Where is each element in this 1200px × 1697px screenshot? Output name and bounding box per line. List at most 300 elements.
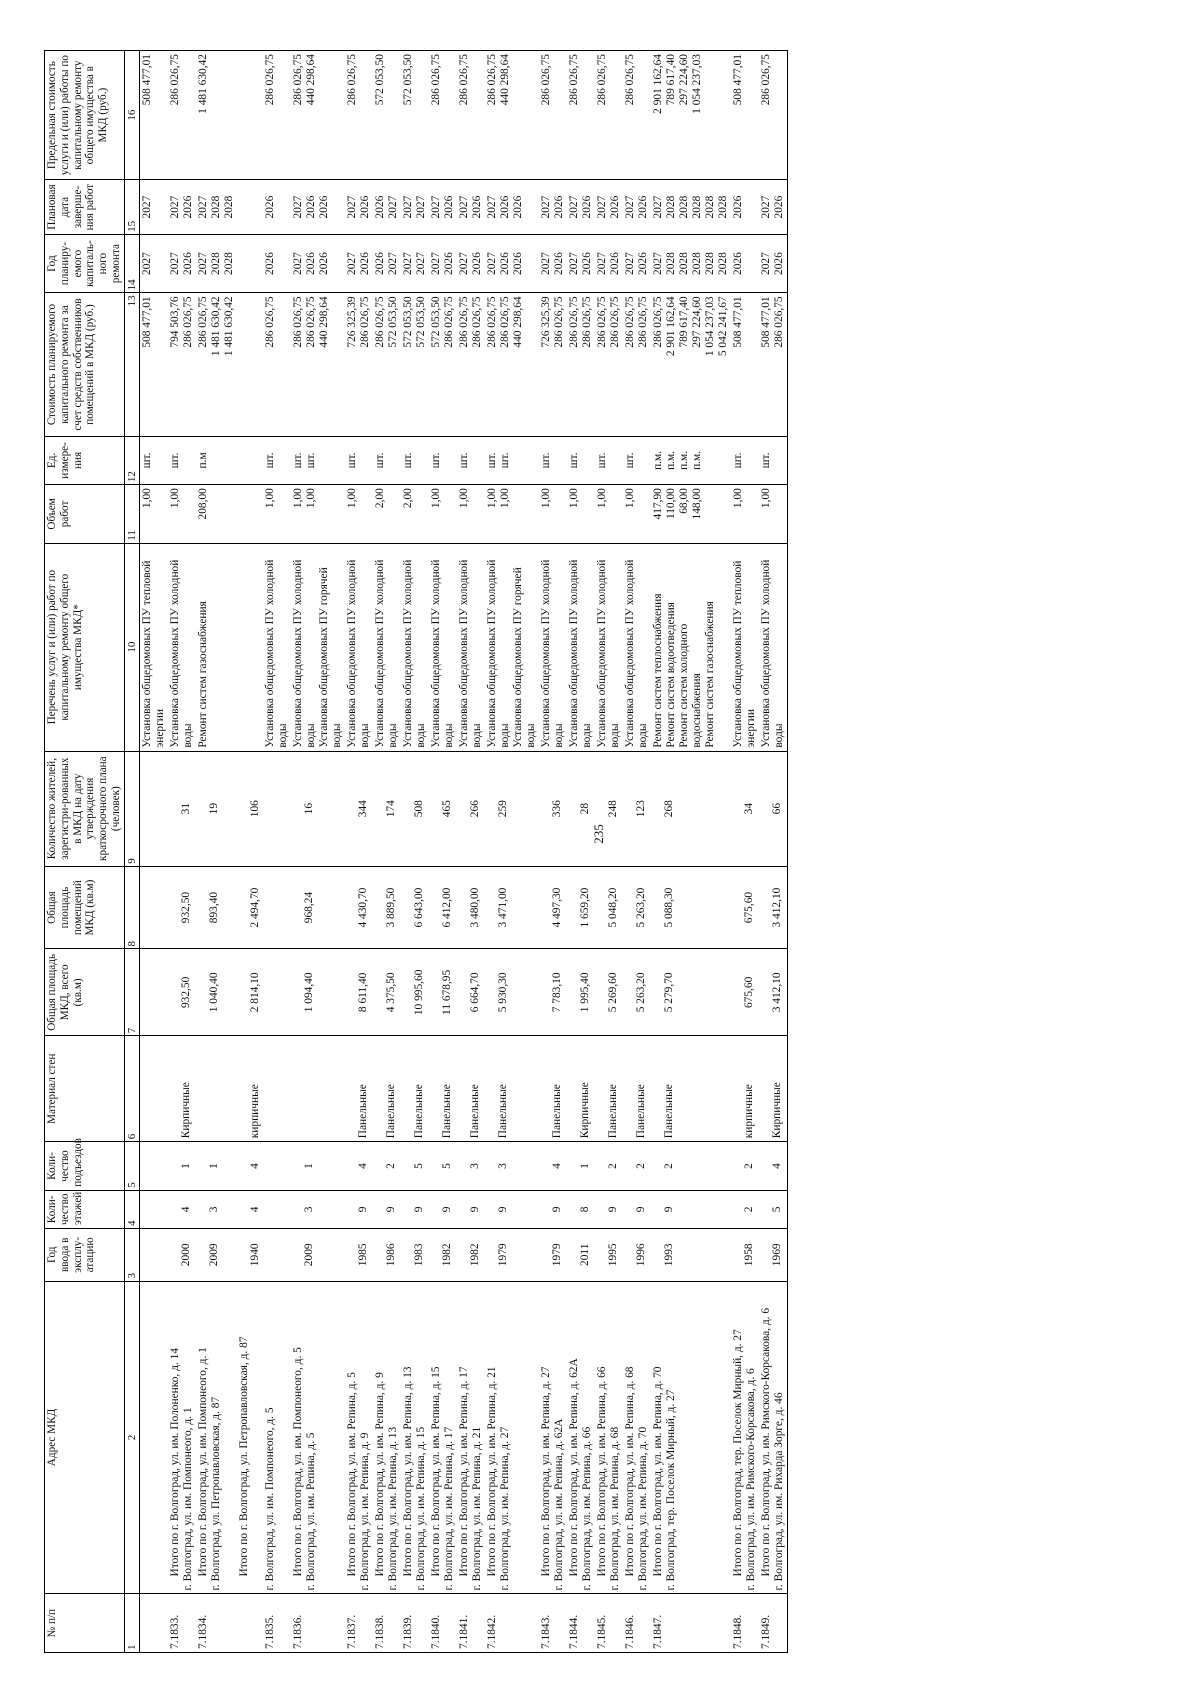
floors: 5	[771, 1206, 784, 1213]
row-number-text: 7.1834.	[197, 1614, 210, 1649]
row-number	[623, 1594, 651, 1653]
row-number-text: 7.1843.	[540, 1614, 553, 1649]
year-built: 2000	[180, 1243, 193, 1267]
header-cell: Объем работ	[45, 485, 125, 544]
entrances: 4	[357, 1163, 370, 1169]
column-number: 16	[124, 51, 140, 180]
works-item: Установка общедомовых ПУ холодной воды	[169, 559, 195, 748]
area-rooms: 5 048,20	[607, 887, 620, 928]
residents-count: 16	[303, 802, 316, 815]
table-row	[373, 51, 401, 1653]
year-built: 2011	[579, 1243, 592, 1266]
limit-cost-cell	[401, 51, 429, 180]
limit-cost-cell	[263, 51, 291, 180]
cost-item: 572 053,50	[415, 296, 428, 348]
date-end-item: 2027	[141, 195, 154, 219]
unit-item: шт.	[458, 452, 471, 469]
unit-cell	[623, 436, 651, 484]
unit-item: шт.	[374, 452, 387, 469]
limit-cost-item: 789 617,40	[665, 54, 678, 106]
year-repair-item: 2026	[264, 252, 277, 275]
address-cell	[373, 1281, 401, 1594]
entrances: 5	[413, 1163, 426, 1169]
volume-item: 208,00	[197, 488, 210, 520]
total-line: Итого по г. Волгоград, ул. им. Репина, д. 66	[596, 1366, 609, 1577]
header-cell: Материал стен	[45, 1036, 125, 1142]
year-repair-item: 2028	[691, 252, 704, 275]
unit-item: шт.	[346, 452, 359, 469]
volume-cell	[140, 485, 169, 544]
area-rooms-cell	[429, 866, 457, 949]
wall-material-cell	[731, 1036, 759, 1142]
limit-cost-item: 286 026,75	[346, 54, 359, 106]
entrances-cell	[651, 1142, 731, 1190]
cost-item: 286 026,75	[499, 296, 512, 348]
area-rooms-cell	[595, 866, 623, 949]
row-number	[457, 1594, 485, 1653]
wall-material: Панельные	[469, 1084, 482, 1139]
date-end-cell	[345, 180, 373, 235]
cost-item: 286 026,75	[596, 296, 609, 348]
year-repair-item: 2026	[499, 252, 512, 275]
address-cell	[759, 1281, 788, 1594]
floors-cell	[373, 1190, 401, 1228]
row-number	[263, 1594, 291, 1653]
area-rooms: 5 088,30	[663, 887, 676, 928]
cost-item: 1 054 237,03	[704, 296, 717, 357]
unit-cell	[196, 436, 237, 484]
limit-cost-cell	[196, 51, 237, 180]
cost-item: 1 481 630,42	[223, 296, 236, 357]
entrances: 4	[771, 1163, 784, 1169]
residents-count: 259	[497, 800, 510, 818]
works-cell	[140, 543, 169, 751]
year-built: 2009	[303, 1243, 316, 1267]
cost-item: 286 026,75	[292, 296, 305, 348]
year-repair-item: 2027	[415, 252, 428, 275]
cost-cell	[623, 293, 651, 436]
entrances-cell	[196, 1142, 237, 1190]
residents-count-cell	[373, 751, 401, 866]
works-item: Ремонт систем теплоснабжения	[652, 593, 665, 748]
address-cell	[168, 1281, 196, 1594]
date-end-cell	[401, 180, 429, 235]
entrances: 1	[180, 1163, 193, 1169]
wall-material-cell	[140, 1036, 169, 1142]
area-rooms-cell	[263, 866, 291, 949]
limit-cost-cell	[759, 51, 788, 180]
cost-item: 5 042 241,67	[717, 296, 730, 357]
year-repair-item: 2028	[704, 252, 717, 275]
row-number	[196, 1594, 237, 1653]
volume-cell	[345, 485, 373, 544]
residents-count: 106	[249, 800, 262, 818]
residents-count-cell	[595, 751, 623, 866]
works-item: Установка общедомовых ПУ холодной воды	[264, 559, 290, 748]
area-total-cell	[168, 949, 196, 1036]
limit-cost-cell	[429, 51, 457, 180]
limit-cost-item: 1 054 237,03	[691, 54, 704, 114]
row-number-text: 7.1838.	[374, 1614, 387, 1649]
total-line: Итого по г. Волгоград, ул. им. Репина, д. 68	[624, 1366, 637, 1577]
year-repair-item: 2026	[305, 252, 318, 275]
cost-item: 789 617,40	[678, 296, 691, 348]
header-cell: Общая площадь МКД, всего (кв.м)	[45, 949, 125, 1036]
volume-item: 68,00	[678, 488, 691, 514]
table-row	[196, 51, 237, 1653]
unit-item: шт.	[760, 452, 773, 469]
wall-material: Кирпичные	[180, 1082, 193, 1139]
works-item: Ремонт систем газоснабжения	[197, 601, 210, 748]
unit-cell	[140, 436, 169, 484]
year-repair-item: 2027	[652, 252, 665, 275]
row-number-text: 7.1847.	[652, 1614, 665, 1649]
year-repair-item: 2027	[760, 252, 773, 275]
cost-item: 286 026,75	[443, 296, 456, 348]
area-total-cell	[457, 949, 485, 1036]
works-item: Установка общедомовых ПУ холодной воды	[540, 559, 566, 748]
unit-item: шт.	[292, 452, 305, 469]
column-number: 7	[124, 949, 140, 1036]
total-line: Итого по г. Волгоград, ул. им. Репина, д. 62А	[568, 1358, 581, 1577]
year-repair-item: 2026	[443, 252, 456, 275]
date-end-item: 2026	[374, 195, 387, 219]
works-item: Установка общедомовых ПУ холодной воды	[374, 559, 400, 748]
wall-material-cell	[457, 1036, 485, 1142]
area-total: 5 279,70	[663, 972, 676, 1013]
year-built-cell	[429, 1229, 457, 1281]
date-end-item: 2026	[182, 195, 195, 219]
cost-cell	[196, 293, 237, 436]
unit-item: п.м	[197, 452, 210, 469]
row-number	[539, 1594, 567, 1653]
year-built: 2009	[208, 1243, 221, 1267]
residents-count: 266	[469, 800, 482, 818]
date-end-item: 2027	[415, 195, 428, 219]
header-cell: Предельная стоимость услуги и (или) работы по капитальному ремонту общего имущества в МКД (руб.)	[45, 51, 125, 180]
year-repair-cell	[595, 234, 623, 293]
cost-cell	[731, 293, 759, 436]
floors-cell	[595, 1190, 623, 1228]
volume-item: 1,00	[596, 488, 609, 509]
unit-item: шт.	[486, 452, 499, 469]
header-cell: Год планиру-емого капиталь-ного ремонта	[45, 234, 125, 293]
residents-count-cell	[345, 751, 373, 866]
residents-count-cell	[263, 751, 291, 866]
wall-material: Кирпичные	[579, 1082, 592, 1139]
floors-cell	[759, 1190, 788, 1228]
date-end-item: 2027	[197, 195, 210, 219]
wall-material-cell	[539, 1036, 567, 1142]
limit-cost-item: 286 026,75	[760, 54, 773, 106]
date-end-item: 2027	[624, 195, 637, 219]
cost-cell	[539, 293, 567, 436]
year-built-cell	[373, 1229, 401, 1281]
year-repair-cell	[237, 234, 263, 293]
floors: 9	[441, 1206, 454, 1213]
year-built: 1993	[663, 1243, 676, 1267]
cost-item: 726 325,39	[540, 296, 553, 348]
volume-cell	[623, 485, 651, 544]
date-end-item: 2026	[512, 195, 525, 219]
cost-cell	[237, 293, 263, 436]
cost-item: 440 298,64	[512, 296, 525, 348]
date-end-item: 2027	[540, 195, 553, 219]
year-repair-cell	[429, 234, 457, 293]
area-rooms: 4 430,70	[357, 887, 370, 928]
volume-item: 1,00	[346, 488, 359, 509]
works-item: Установка общедомовых ПУ холодной воды	[486, 559, 512, 748]
year-repair-item: 2026	[182, 252, 195, 275]
entrances-cell	[401, 1142, 429, 1190]
date-end-item: 2027	[402, 195, 415, 219]
wall-material-cell	[263, 1036, 291, 1142]
area-total: 1 040,40	[208, 972, 221, 1013]
cost-item: 794 503,76	[169, 296, 182, 348]
limit-cost-item: 286 026,75	[430, 54, 443, 106]
entrances: 4	[249, 1163, 262, 1169]
cost-item: 297 224,60	[691, 296, 704, 348]
limit-cost-cell	[567, 51, 595, 180]
area-total-cell	[759, 949, 788, 1036]
area-total-cell	[429, 949, 457, 1036]
cost-item: 572 053,50	[387, 296, 400, 348]
capital-repair-table	[44, 50, 788, 1653]
cost-item: 286 026,75	[486, 296, 499, 348]
residents-count-cell	[759, 751, 788, 866]
cost-item: 286 026,75	[359, 296, 372, 348]
address-text: г. Волгоград, ул. им. Помпонеого, д. 1	[182, 1407, 195, 1591]
year-built: 1940	[249, 1243, 262, 1267]
area-total-cell	[623, 949, 651, 1036]
column-number: 15	[124, 180, 140, 235]
year-built-cell	[567, 1229, 595, 1281]
unit-item: шт.	[141, 452, 154, 469]
column-number: 3	[124, 1229, 140, 1281]
row-number-text: 7.1849.	[760, 1614, 773, 1649]
entrances-cell	[485, 1142, 539, 1190]
floors-cell	[196, 1190, 237, 1228]
cost-item: 440 298,64	[318, 296, 331, 348]
table-row	[623, 51, 651, 1653]
floors-cell	[291, 1190, 345, 1228]
total-line: Итого по г. Волгоград, ул. им. Репина, д. 15	[430, 1366, 443, 1577]
limit-cost-item: 572 053,50	[374, 54, 387, 106]
volume-cell	[429, 485, 457, 544]
entrances: 2	[663, 1163, 676, 1169]
volume-cell	[731, 485, 759, 544]
cost-item: 286 026,75	[458, 296, 471, 348]
area-rooms: 675,60	[743, 891, 756, 924]
works-item: Установка общедомовых ПУ холодной воды	[402, 559, 428, 748]
date-end-item: 2026	[609, 195, 622, 219]
year-repair-cell	[485, 234, 539, 293]
floors-cell	[429, 1190, 457, 1228]
date-end-item: 2028	[678, 195, 691, 219]
limit-cost-cell	[168, 51, 196, 180]
volume-item: 1,00	[305, 488, 318, 509]
wall-material: кирпичные	[249, 1084, 262, 1139]
area-total: 3 412,10	[771, 972, 784, 1013]
floors: 4	[249, 1206, 262, 1213]
date-end-item: 2028	[665, 195, 678, 219]
date-end-item: 2027	[596, 195, 609, 219]
volume-item: 1,00	[499, 488, 512, 509]
works-item: Ремонт систем холодного водоснабжения	[678, 623, 704, 748]
date-end-cell	[263, 180, 291, 235]
year-built-cell	[731, 1229, 759, 1281]
row-number	[759, 1594, 788, 1653]
row-number	[595, 1594, 623, 1653]
column-number: 2	[124, 1281, 140, 1594]
cost-cell	[485, 293, 539, 436]
column-number: 12	[124, 436, 140, 484]
residents-count-cell	[457, 751, 485, 866]
floors: 9	[357, 1206, 370, 1213]
total-line: Итого по г. Волгоград, ул. им. Репина, д. 27	[540, 1366, 553, 1577]
date-end-cell	[237, 180, 263, 235]
unit-item: шт.	[169, 452, 182, 469]
volume-cell	[401, 485, 429, 544]
address-text: г. Волгоград, ул. им. Репина, д. 13	[387, 1426, 400, 1591]
cost-item: 286 026,75	[471, 296, 484, 348]
residents-count: 465	[441, 800, 454, 818]
works-cell	[457, 543, 485, 751]
table-row	[595, 51, 623, 1653]
works-item: Установка общедомовых ПУ тепловой энергии	[732, 560, 758, 748]
date-end-cell	[196, 180, 237, 235]
works-cell	[196, 543, 237, 751]
residents-count-cell	[539, 751, 567, 866]
volume-cell	[485, 485, 539, 544]
entrances-cell	[539, 1142, 567, 1190]
volume-cell	[567, 485, 595, 544]
residents-count-cell	[168, 751, 196, 866]
cost-item: 286 026,75	[553, 296, 566, 348]
works-item: Установка общедомовых ПУ холодной воды	[292, 559, 318, 748]
row-number	[485, 1594, 539, 1653]
residents-count-cell	[291, 751, 345, 866]
volume-cell	[373, 485, 401, 544]
unit-cell	[429, 436, 457, 484]
floors: 9	[551, 1206, 564, 1213]
total-line: Итого по г. Волгоград, ул. им. Репина, д. 5	[346, 1372, 359, 1577]
address-text: г. Волгоград, ул. им. Рихарда Зорге, д. 46	[773, 1392, 786, 1591]
entrances: 1	[208, 1163, 221, 1169]
limit-cost-cell	[539, 51, 567, 180]
table-row	[401, 51, 429, 1653]
date-end-item: 2028	[210, 195, 223, 219]
works-item: Установка общедомовых ПУ холодной воды	[568, 559, 594, 748]
volume-item: 148,00	[691, 488, 704, 520]
floors-cell	[485, 1190, 539, 1228]
area-rooms: 3 889,50	[385, 887, 398, 928]
volume-item: 1,00	[540, 488, 553, 509]
area-rooms: 1 659,20	[579, 887, 592, 928]
date-end-cell	[140, 180, 169, 235]
date-end-cell	[168, 180, 196, 235]
year-repair-cell	[373, 234, 401, 293]
entrances: 5	[441, 1163, 454, 1169]
limit-cost-item: 286 026,75	[264, 54, 277, 106]
cost-cell	[457, 293, 485, 436]
total-line: Итого по г. Волгоград, ул. им. Репина, д. 70	[652, 1366, 665, 1577]
total-line: Итого по г. Волгоград, ул. им. Репина, д. 21	[486, 1366, 499, 1577]
residents-count: 336	[551, 800, 564, 818]
unit-item: шт.	[540, 452, 553, 469]
unit-cell	[567, 436, 595, 484]
works-item: Установка общедомовых ПУ холодной воды	[430, 559, 456, 748]
floors-cell	[168, 1190, 196, 1228]
year-built-cell	[291, 1229, 345, 1281]
year-repair-item: 2028	[223, 252, 236, 275]
floors: 9	[385, 1206, 398, 1213]
year-repair-item: 2027	[540, 252, 553, 275]
cost-cell	[140, 293, 169, 436]
table-row	[651, 51, 731, 1653]
date-end-item: 2026	[305, 195, 318, 219]
wall-material-cell	[759, 1036, 788, 1142]
address-text: г. Волгоград, ул. им. Репина, д. 62А	[553, 1418, 566, 1591]
total-line: Итого по г. Волгоград, ул. им. Помпонеого, д. 1	[197, 1347, 210, 1577]
wall-material-cell	[291, 1036, 345, 1142]
entrances: 2	[743, 1163, 756, 1169]
residents-count-cell	[731, 751, 759, 866]
unit-cell	[263, 436, 291, 484]
floors-cell	[401, 1190, 429, 1228]
unit-item: шт.	[624, 452, 637, 469]
area-rooms: 6 643,00	[413, 887, 426, 928]
limit-cost-cell	[595, 51, 623, 180]
year-repair-item: 2027	[402, 252, 415, 275]
cost-item: 572 053,50	[430, 296, 443, 348]
year-repair-cell	[759, 234, 788, 293]
year-repair-item: 2026	[471, 252, 484, 275]
area-rooms-cell	[196, 866, 237, 949]
row-number-text: 7.1845.	[596, 1614, 609, 1649]
date-end-item: 2026	[553, 195, 566, 219]
year-repair-item: 2026	[637, 252, 650, 275]
wall-material: Панельные	[635, 1084, 648, 1139]
header-cell: Год ввода в эксплу-атацию	[45, 1229, 125, 1281]
date-end-item: 2027	[346, 195, 359, 219]
entrances: 2	[635, 1163, 648, 1169]
row-number-text: 7.1837.	[346, 1614, 359, 1649]
row-number-text: 7.1836.	[292, 1614, 305, 1649]
header-cell: № п/п	[45, 1594, 125, 1653]
year-repair-item: 2026	[609, 252, 622, 275]
date-end-item: 2026	[264, 195, 277, 219]
limit-cost-item: 286 026,75	[624, 54, 637, 106]
row-number	[345, 1594, 373, 1653]
year-repair-cell	[567, 234, 595, 293]
works-cell	[595, 543, 623, 751]
date-end-cell	[623, 180, 651, 235]
floors: 9	[413, 1206, 426, 1213]
unit-cell	[651, 436, 731, 484]
area-total-cell	[140, 949, 169, 1036]
date-end-item: 2027	[387, 195, 400, 219]
cost-cell	[651, 293, 731, 436]
year-built-cell	[651, 1229, 731, 1281]
residents-count-cell	[237, 751, 263, 866]
total-line: Итого по г. Волгоград, ул. им. Репина, д. 13	[402, 1366, 415, 1577]
date-end-item: 2028	[717, 195, 730, 219]
total-line: Итого по г. Волгоград, ул. им. Репина, д. 17	[458, 1366, 471, 1577]
limit-cost-cell	[345, 51, 373, 180]
year-built: 1979	[497, 1243, 510, 1267]
limit-cost-item: 440 298,64	[305, 54, 318, 106]
